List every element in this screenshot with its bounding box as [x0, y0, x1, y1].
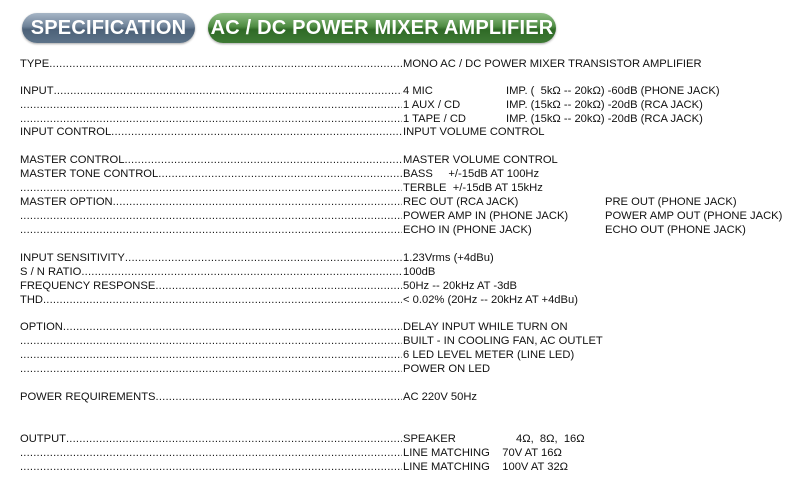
leader-dots	[20, 334, 402, 348]
product-title-badge: AC / DC POWER MIXER AMPLIFIER	[208, 13, 556, 43]
leader-dots	[20, 181, 402, 195]
leader-dots	[20, 223, 402, 237]
leader-dots	[20, 167, 402, 181]
spec-detail: IMP. (15kΩ -- 20kΩ) -20dB (RCA JACK)	[506, 113, 703, 125]
spec-label: OUTPUT	[20, 433, 66, 445]
spec-value: AC 220V 50Hz	[403, 391, 478, 403]
spec-label: MASTER OPTION	[20, 196, 113, 208]
spec-label: OPTION	[20, 321, 63, 333]
leader-dots	[20, 251, 402, 265]
leader-dots	[20, 265, 402, 279]
spec-value: POWER ON LED	[403, 363, 491, 375]
spec-value: 1 TAPE / CD	[403, 113, 466, 125]
leader-dots	[20, 57, 402, 71]
leader-dots	[20, 195, 402, 209]
leader-dots	[20, 446, 402, 460]
leader-dots	[20, 460, 402, 474]
spec-label: POWER REQUIREMENTS	[20, 391, 156, 403]
spec-detail: IMP. (15kΩ -- 20kΩ) -20dB (RCA JACK)	[506, 99, 703, 111]
spec-value: TERBLE +/-15dB AT 15kHz	[403, 182, 543, 194]
spec-label: INPUT SENSITIVITY	[20, 252, 125, 264]
spec-value: 6 LED LEVEL METER (LINE LED)	[403, 349, 575, 361]
spec-label: TYPE	[20, 58, 50, 70]
spec-value: DELAY INPUT WHILE TURN ON	[403, 321, 568, 333]
spec-value: 1 AUX / CD	[403, 99, 461, 111]
spec-detail: 4Ω, 8Ω, 16Ω	[516, 433, 585, 445]
spec-value: MONO AC / DC POWER MIXER TRANSISTOR AMPLIFIER	[403, 58, 702, 70]
leader-dots	[20, 390, 402, 404]
spec-value: REC OUT (RCA JACK)	[403, 196, 519, 208]
specification-badge: SPECIFICATION	[22, 13, 195, 43]
leader-dots	[20, 153, 402, 167]
spec-output-detail: PRE OUT (PHONE JACK)	[605, 196, 737, 208]
spec-label: FREQUENCY RESPONSE	[20, 280, 156, 292]
spec-value: < 0.02% (20Hz -- 20kHz AT +4dBu)	[403, 294, 578, 306]
spec-label: S / N RATIO	[20, 266, 82, 278]
spec-value: 4 MIC	[403, 85, 433, 97]
spec-value: LINE MATCHING 70V AT 16Ω	[403, 447, 562, 459]
leader-dots	[20, 84, 402, 98]
spec-detail: IMP. ( 5kΩ -- 20kΩ) -60dB (PHONE JACK)	[506, 85, 720, 97]
spec-value: 100dB	[403, 266, 436, 278]
leader-dots	[20, 293, 402, 307]
leader-dots	[20, 320, 402, 334]
spec-label: MASTER CONTROL	[20, 154, 125, 166]
leader-dots	[20, 98, 402, 112]
spec-label: INPUT CONTROL	[20, 126, 112, 138]
spec-value: LINE MATCHING 100V AT 32Ω	[403, 461, 569, 473]
spec-value: SPEAKER	[403, 433, 456, 445]
spec-value: 1.23Vrms (+4dBu)	[403, 252, 494, 264]
spec-label: MASTER TONE CONTROL	[20, 168, 159, 180]
leader-dots	[20, 432, 402, 446]
spec-value: 50Hz -- 20kHz AT -3dB	[403, 280, 517, 292]
spec-output-detail: ECHO OUT (PHONE JACK)	[605, 224, 746, 236]
leader-dots	[20, 279, 402, 293]
spec-value: BUILT - IN COOLING FAN, AC OUTLET	[403, 335, 603, 347]
leader-dots	[20, 348, 402, 362]
leader-dots	[20, 125, 402, 139]
leader-dots	[20, 112, 402, 126]
spec-output-detail: POWER AMP OUT (PHONE JACK)	[605, 210, 783, 222]
spec-value: BASS +/-15dB AT 100Hz	[403, 168, 540, 180]
leader-dots	[20, 362, 402, 376]
spec-value: INPUT VOLUME CONTROL	[403, 126, 545, 138]
spec-value: POWER AMP IN (PHONE JACK)	[403, 210, 569, 222]
leader-dots	[20, 209, 402, 223]
spec-value: MASTER VOLUME CONTROL	[403, 154, 558, 166]
spec-label: INPUT	[20, 85, 54, 97]
spec-value: ECHO IN (PHONE JACK)	[403, 224, 532, 236]
spec-label: THD	[20, 294, 43, 306]
